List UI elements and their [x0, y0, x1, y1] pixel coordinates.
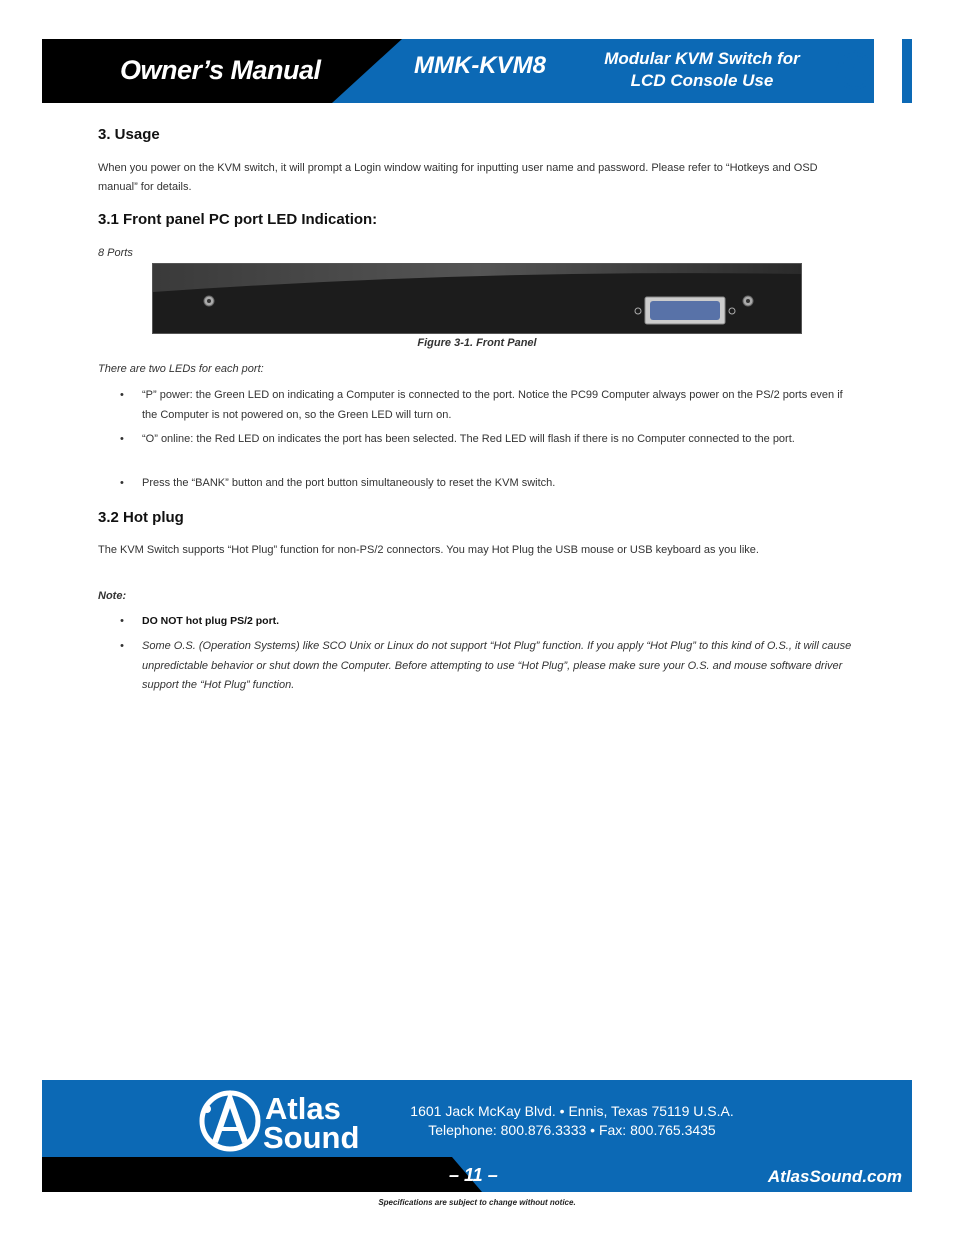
disclaimer: Specifications are subject to change without notice.: [378, 1198, 576, 1207]
atlas-sound-logo: [197, 1084, 387, 1154]
front-panel-figure: [152, 263, 802, 334]
svg-text:Sound: Sound: [263, 1120, 360, 1154]
list-item: • “P” power: the Green LED on indicating a Computer is connected to the port. Notice the PC99 Computer always power on the PS/2 ports even if the Computer is not powered on, so the Green LED will turn on.: [120, 389, 843, 421]
section-heading-led: 3.1 Front panel PC port LED Indication:: [98, 211, 378, 228]
section-heading-usage: 3. Usage: [98, 126, 160, 143]
page-number: – 11 –: [449, 1165, 498, 1185]
note-label: Note:: [98, 590, 127, 602]
list-item: • DO NOT hot plug PS/2 port.: [120, 615, 280, 627]
product-subtitle: Modular KVM Switch for LCD Console Use: [604, 49, 800, 90]
list-item: • Some O.S. (Operation Systems) like SCO Unix or Linux do not support “Hot Plug” function. If you apply “Hot Plug” to this kind of O.S., it will cause unpredictable behavior or shut down the Computer. Before attempting to use “Hot Plug”, please make sure your O.S. and mouse software driver support the “Hot Plug” function.: [120, 640, 852, 691]
atlas-logo-icon: [835, 43, 875, 99]
website-link[interactable]: AtlasSound.com: [767, 1167, 902, 1186]
hotplug-paragraph: The KVM Switch supports “Hot Plug” function for non-PS/2 connectors. You may Hot Plug the USB mouse or USB keyboard as you like.: [98, 544, 759, 556]
model-name: MMK-KVM8: [414, 52, 546, 79]
list-item: • “O” online: the Red LED on indicates the port has been selected. The Red LED will flash if there is no Computer connected to the port.: [120, 433, 795, 445]
svg-text:Atlas: Atlas: [265, 1091, 341, 1126]
page-footer: [42, 1080, 912, 1192]
figure-caption: Figure 3-1. Front Panel: [417, 337, 537, 349]
page-header: [42, 39, 912, 103]
company-address: 1601 Jack McKay Blvd. • Ennis, Texas 75119 U.S.A. Telephone: 800.876.3333 • Fax: 800.765.3435: [410, 1103, 734, 1138]
header-logo-box: [872, 39, 912, 103]
list-item: • Press the “BANK” button and the port button simultaneously to reset the KVM switch.: [120, 477, 556, 489]
front-panel-image: [153, 264, 802, 334]
ports-label: 8 Ports: [98, 247, 133, 259]
led-intro: There are two LEDs for each port:: [98, 363, 264, 375]
manual-title: Owner’s Manual: [120, 55, 321, 85]
section-heading-hotplug: 3.2 Hot plug: [98, 509, 184, 526]
usage-paragraph: When you power on the KVM switch, it will prompt a Login window waiting for inputting user name and password. Please refer to “Hotkeys and OSD manual” for details.: [98, 162, 818, 193]
